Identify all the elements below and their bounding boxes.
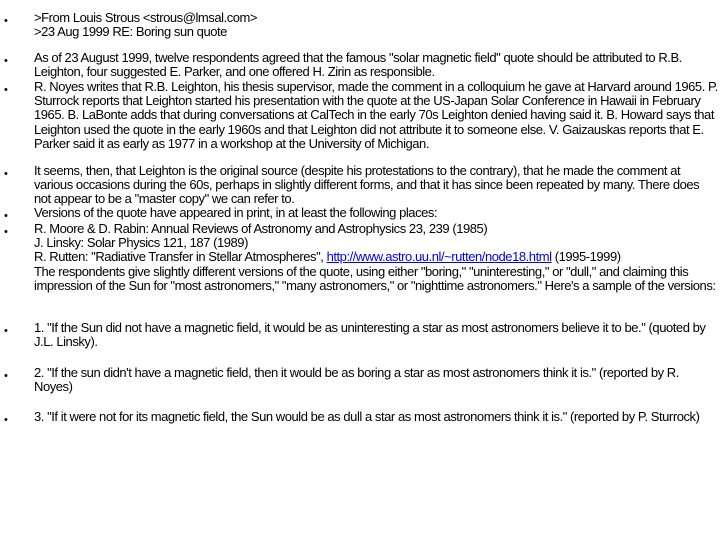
bullet-icon: •: [4, 84, 8, 96]
paragraph-conclusion: It seems, then, that Leighton is the original source (despite his protestations to the contrary), that he made the comment at various occasions during the 60s, perhaps in slightly different forms, and that it has since been repeated by many. There does not appear to be a "master copy" we can refer to.: [34, 163, 700, 207]
quote-noyes: 2. "If the sun didn't have a magnetic field, then it would be as boring a star as most astronomers think it is." (reported by R. Noyes): [34, 365, 679, 395]
reference-moore: R. Moore & D. Rabin: Annual Reviews of Astronomy and Astrophysics 23, 239 (1985): [34, 221, 488, 236]
references-block: [34, 222, 718, 293]
rutten-link[interactable]: http://www.astro.uu.nl/~rutten/node18.html: [326, 249, 552, 265]
reference-rutten-text: R. Rutten: "Radiative Transfer in Stellar Atmospheres",: [34, 249, 327, 265]
email-header: [34, 11, 718, 39]
paragraph-sample-intro: The respondents give slightly different versions of the quote, using either "boring," "uninteresting," or "dull," and claiming this impression of the Sun for "most astronomers," "many astronomers," or "nighttime astronomers." Here's a sample of the versions:: [34, 263, 716, 293]
from-line: >From Louis Strous <strous@lmsal.com>: [34, 10, 258, 25]
paragraph-accounts: R. Noyes writes that R.B. Leighton, his thesis supervisor, made the comment in a colloquium he gave at Harvard around 1965. P. Sturrock reports that Leighton started his presentation with the quote at the US-Japan Solar Conference in Hawaii in February 1965. B. LaBonte adds that during conversations at CalTech in the early 70s Leighton denied having said it. B. Howard says that Leighton used the quote in the early 1960s and that Leighton did not attribute it to someone else. V. Gaizauskas reports that E. Parker said it as early as 1977 in a workshop at the University of Michigan.: [34, 79, 718, 151]
bullet-icon: •: [4, 210, 8, 222]
bullet-icon: •: [4, 168, 8, 180]
bullet-icon: •: [4, 55, 8, 67]
bullet-icon: •: [4, 370, 8, 382]
reference-linsky: J. Linsky: Solar Physics 121, 187 (1989): [34, 235, 248, 251]
paragraph-summary: As of 23 August 1999, twelve respondents agreed that the famous "solar magnetic field" quote should be attributed to R.B. Leighton, four suggested E. Parker, and one offered H. Zirin as responsible.: [34, 50, 682, 80]
bullet-icon: •: [4, 325, 8, 337]
bullet-icon: •: [4, 15, 8, 27]
reference-rutten-years: (1995-1999): [551, 249, 621, 265]
reference-rutten: [34, 250, 718, 264]
bullet-icon: •: [4, 226, 8, 238]
bullet-icon: •: [4, 414, 8, 426]
paragraph-versions-intro: Versions of the quote have appeared in print, in at least the following places:: [34, 205, 438, 220]
subject-line: >23 Aug 1999 RE: Boring sun quote: [34, 24, 227, 40]
quote-linsky: 1. "If the Sun did not have a magnetic field, it would be as uninteresting a star as most astronomers believe it to be." (quoted by J.L. Linsky).: [34, 320, 706, 350]
quote-sturrock: 3. "If it were not for its magnetic field, the Sun would be as dull a star as most astronomers think it is." (reported by P. Sturrock): [34, 409, 700, 424]
